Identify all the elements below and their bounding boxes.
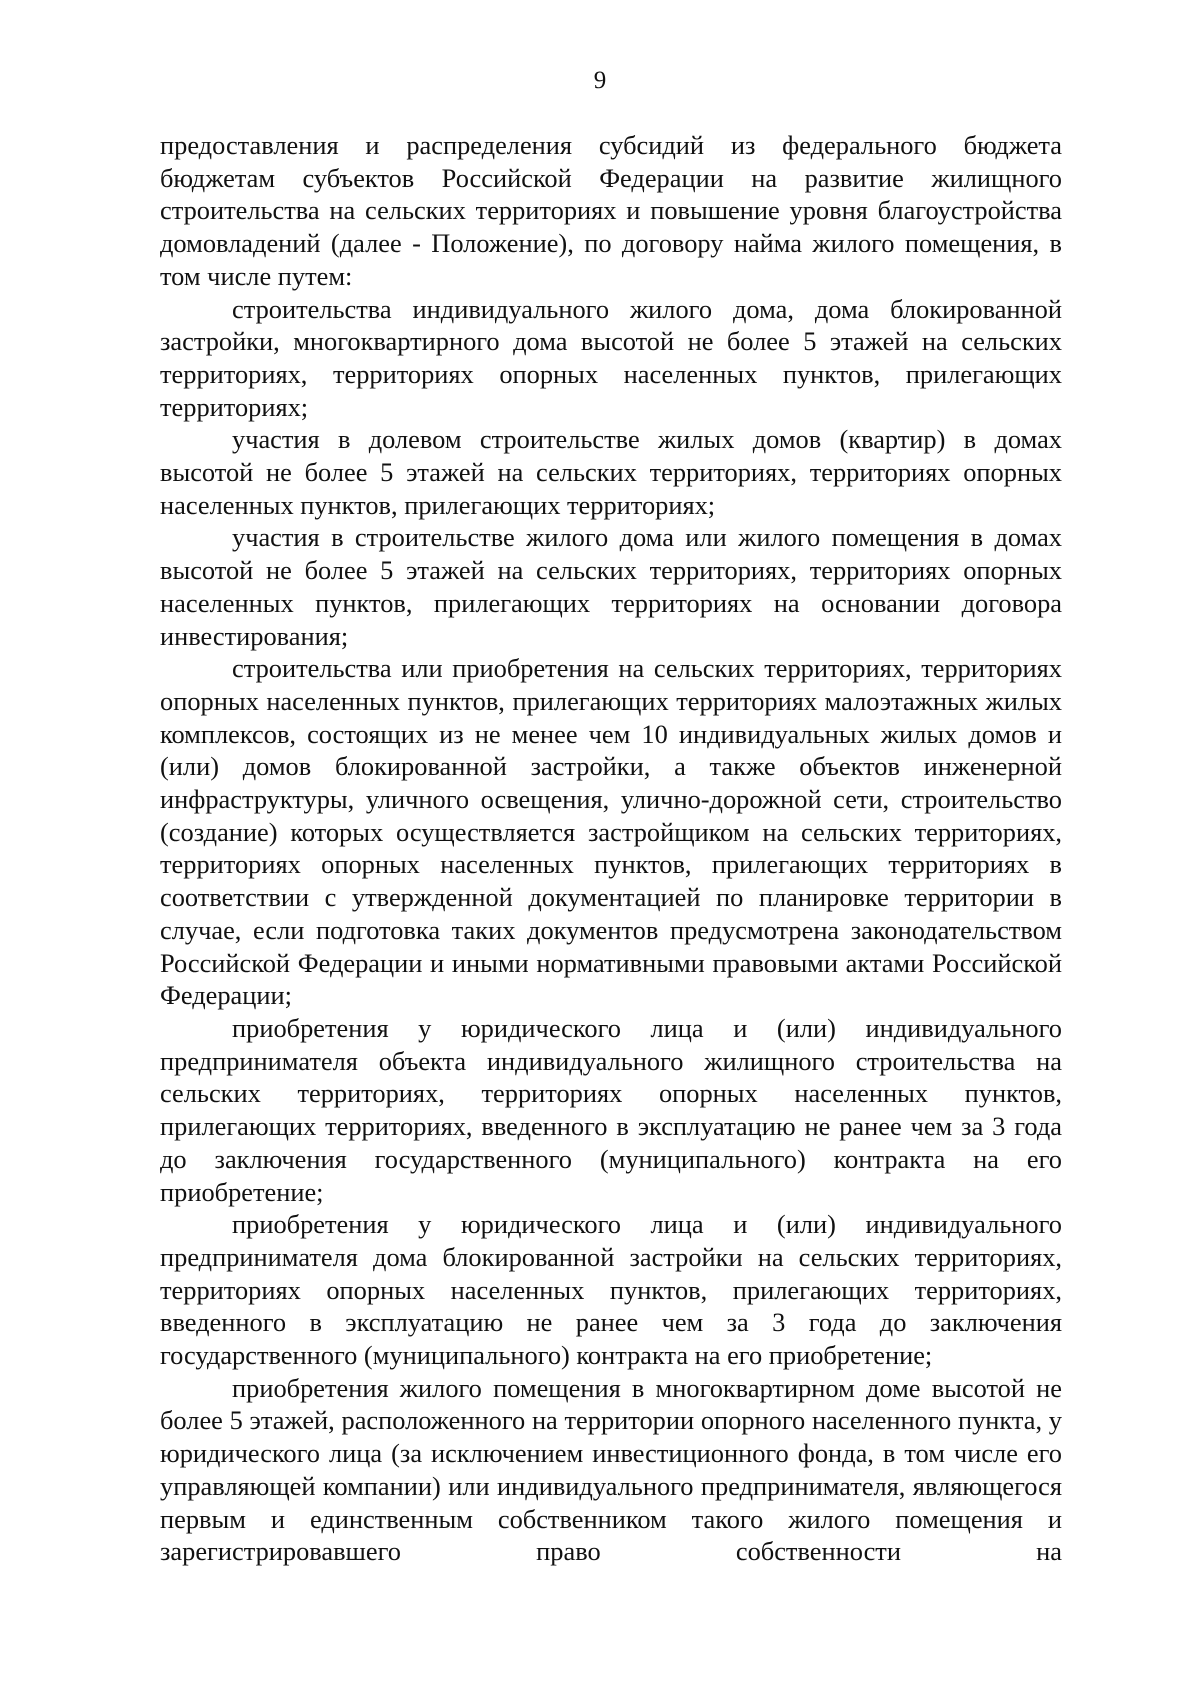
paragraph-6: приобретения у юридического лица и (или) индивидуального предпринимателя объекта индивидуального жилищного строительства на сельских территориях, территориях опорных населенных пунктов, прилегающих территориях, введенного в эксплуатацию не ранее чем за 3 года до заключения государственного (муниципального) контракта на его приобретение;: [160, 1012, 1062, 1207]
paragraph-4: участия в строительстве жилого дома или жилого помещения в домах высотой не более 5 этажей на сельских территориях, территориях опорных населенных пунктов, прилегающих территориях на основании договора инвестирования;: [160, 522, 1062, 651]
page-number: 9: [593, 67, 607, 94]
paragraph-7: приобретения у юридического лица и (или) индивидуального предпринимателя дома блокированной застройки на сельских территориях, территориях опорных населенных пунктов, прилегающих территориях, введенного в эксплуатацию не ранее чем за 3 года до заключения государственного (муниципального) контракта на его приобретение;: [160, 1209, 1062, 1371]
paragraph-1: предоставления и распределения субсидий из федерального бюджета бюджетам субъектов Российской Федерации на развитие жилищного строительства на сельских территориях и повышение уровня благоустройства домовладений (далее - Положение), по договору найма жилого помещения, в том числе путем:: [160, 130, 1062, 291]
page-body: [160, 129, 1062, 1568]
paragraph-5: строительства или приобретения на сельских территориях, территориях опорных населенных пунктов, прилегающих территориях малоэтажных жилых комплексов, состоящих из не менее чем 10 индивидуальных жилых домов и (или) домов блокированной застройки, а также объектов инженерной инфраструктуры, уличного освещения, улично-дорожной сети, строительство (создание) которых осуществляется застройщиком на сельских территориях, территориях опорных населенных пунктов, прилегающих территориях в соответствии с утвержденной документацией по планировке территории в случае, если подготовка таких документов предусмотрена законодательством Российской Федерации и иными нормативными правовыми актами Российской Федерации;: [160, 653, 1062, 1011]
paragraph-8: приобретения жилого помещения в многоквартирном доме высотой не более 5 этажей, расположенного на территории опорного населенного пункта, у юридического лица (за исключением инвестиционного фонда, в том числе его управляющей компании) или индивидуального предпринимателя, являющегося первым и единственным собственником такого жилого помещения и зарегистрировавшего право собственности на: [160, 1372, 1062, 1567]
paragraph-2: строительства индивидуального жилого дома, дома блокированной застройки, многоквартирного дома высотой не более 5 этажей на сельских территориях, территориях опорных населенных пунктов, прилегающих территориях;: [160, 293, 1062, 422]
paragraph-3: участия в долевом строительстве жилых домов (квартир) в домах высотой не более 5 этажей на сельских территориях, территориях опорных населенных пунктов, прилегающих территориях;: [160, 424, 1062, 520]
